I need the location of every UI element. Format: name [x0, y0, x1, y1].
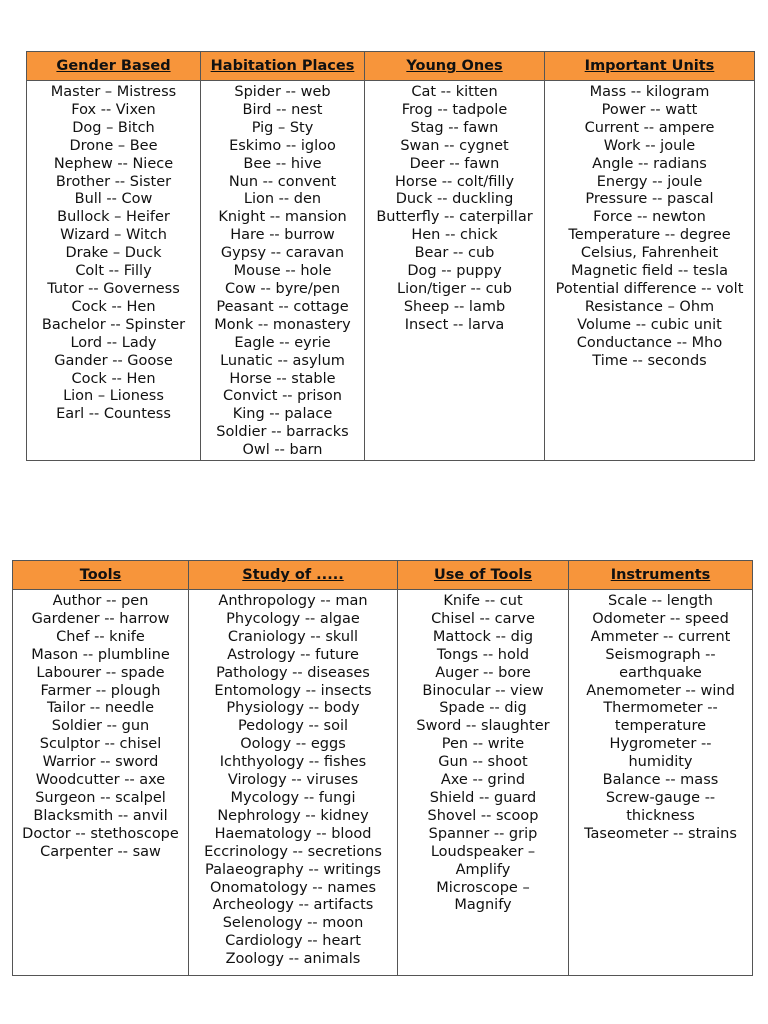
list-item: Physiology -- body — [226, 700, 360, 717]
list-item: Mason -- plumbline — [31, 646, 170, 663]
list-item: Temperature -- degree — [568, 227, 731, 244]
list-item: Shovel -- scoop — [427, 807, 539, 824]
list-item: Binocular -- view — [422, 682, 544, 699]
column-instruments — [569, 590, 753, 976]
vocabulary-table-1 — [26, 51, 755, 461]
list-item: Hare -- burrow — [230, 227, 335, 244]
list-item: Odometer -- speed — [592, 610, 729, 627]
list-item: Tongs -- hold — [436, 646, 530, 663]
list-item: Gardener -- harrow — [31, 610, 170, 627]
list-item: Horse -- stable — [229, 370, 336, 387]
list-item: Gypsy -- caravan — [220, 245, 345, 262]
list-item: Farmer -- plough — [40, 682, 161, 699]
list-item: Eagle -- eyrie — [234, 334, 331, 351]
header-study-of: Study of ..... — [189, 561, 398, 590]
list-item: Pressure -- pascal — [585, 191, 714, 208]
list-item: Hen -- chick — [411, 227, 498, 244]
list-item: Virology -- viruses — [227, 772, 359, 789]
list-item: Frog -- tadpole — [401, 101, 508, 118]
list-item: Selenology -- moon — [222, 915, 364, 932]
list-item: Stag -- fawn — [410, 119, 499, 136]
list-item: Power -- watt — [601, 101, 698, 118]
list-item: Nephew -- Niece — [53, 155, 174, 172]
list-item: Magnify — [454, 897, 512, 914]
list-item: Author -- pen — [52, 593, 149, 609]
list-item: Carpenter -- saw — [40, 843, 161, 860]
list-item: Sculptor -- chisel — [39, 736, 162, 753]
list-item: Work -- joule — [603, 137, 696, 154]
list-item: Anthropology -- man — [218, 593, 368, 609]
list-item: Screw-gauge -- — [605, 789, 716, 806]
list-item: Tailor -- needle — [46, 700, 155, 717]
list-item: Nun -- convent — [228, 173, 337, 190]
list-item: Force -- newton — [593, 209, 706, 226]
list-item: Cat -- kitten — [411, 84, 498, 100]
list-item: Astrology -- future — [227, 646, 359, 663]
list-item: Taseometer -- strains — [584, 825, 737, 842]
list-item: Bachelor -- Spinster — [41, 316, 186, 333]
list-item: Cow -- byre/pen — [224, 280, 341, 297]
list-item: Spider -- web — [234, 84, 331, 100]
list-item: Pig – Sty — [251, 119, 314, 136]
column-gender-based — [27, 81, 201, 461]
list-item: Craniology -- skull — [227, 628, 359, 645]
list-item: Microscope – — [436, 879, 530, 896]
list-item: Soldier -- barracks — [216, 424, 349, 441]
list-item: Duck -- duckling — [395, 191, 514, 208]
list-item: Bullock – Heifer — [57, 209, 170, 226]
list-item: Hygrometer -- — [609, 736, 712, 753]
list-item: Onomatology -- names — [209, 879, 377, 896]
list-item: Brother -- Sister — [55, 173, 172, 190]
list-item: Surgeon -- scalpel — [35, 789, 166, 806]
list-item: Bird -- nest — [242, 101, 323, 118]
list-item: humidity — [628, 754, 693, 771]
column-young-ones — [365, 81, 545, 461]
list-item: Earl -- Countess — [56, 406, 171, 423]
list-item: Tutor -- Governess — [47, 280, 180, 297]
list-item: Blacksmith -- anvil — [33, 807, 168, 824]
list-item: Pathology -- diseases — [216, 664, 370, 681]
list-item: Mattock -- dig — [432, 628, 534, 645]
vocabulary-table-2 — [12, 560, 753, 976]
header-instruments: Instruments — [569, 561, 753, 590]
list-item: Angle -- radians — [592, 155, 707, 172]
list-item: Mycology -- fungi — [230, 789, 356, 806]
header-young-ones: Young Ones — [365, 52, 545, 81]
list-item: Chisel -- carve — [431, 610, 535, 627]
list-item: Palaeography -- writings — [205, 861, 381, 878]
list-item: Phycology -- algae — [226, 610, 360, 627]
list-item: Zoology -- animals — [225, 951, 361, 968]
list-item: Nephrology -- kidney — [217, 807, 369, 824]
list-item: Resistance – Ohm — [584, 298, 715, 315]
header-use-of-tools: Use of Tools — [398, 561, 569, 590]
list-item: Archeology -- artifacts — [212, 897, 374, 914]
list-item: Swan -- cygnet — [400, 137, 509, 154]
list-item: Knight -- mansion — [218, 209, 347, 226]
list-item: Conductance -- Mho — [576, 334, 723, 351]
list-item: earthquake — [619, 664, 702, 681]
list-item: Auger -- bore — [435, 664, 531, 681]
list-item: Labourer -- spade — [36, 664, 165, 681]
column-tools — [13, 590, 189, 976]
list-item: Lunatic -- asylum — [220, 352, 345, 369]
list-item: Mouse -- hole — [233, 263, 332, 280]
list-item: Axe -- grind — [440, 772, 526, 789]
list-item: Cock -- Hen — [71, 370, 156, 387]
list-item: Drake – Duck — [65, 245, 162, 262]
list-item: Pedology -- soil — [237, 718, 349, 735]
list-item: Drone – Bee — [69, 137, 158, 154]
list-item: Fox -- Vixen — [71, 101, 156, 118]
list-item: Magnetic field -- tesla — [570, 263, 729, 280]
list-item: Loudspeaker – — [430, 843, 536, 860]
list-item: Lion – Lioness — [63, 388, 164, 405]
list-item: Bull -- Cow — [74, 191, 153, 208]
list-item: Cardiology -- heart — [225, 933, 361, 950]
list-item: Bear -- cub — [414, 245, 495, 262]
column-habitation-places — [201, 81, 365, 461]
list-item: Oology -- eggs — [240, 736, 346, 753]
list-item: Insect -- larva — [404, 316, 505, 333]
list-item: temperature — [614, 718, 707, 735]
list-item: Pen -- write — [441, 736, 525, 753]
header-tools: Tools — [13, 561, 189, 590]
list-item: Sword -- slaughter — [416, 718, 550, 735]
column-use-of-tools — [398, 590, 569, 976]
list-item: Spanner -- grip — [428, 825, 538, 842]
list-item: Woodcutter -- axe — [35, 772, 166, 789]
header-gender-based: Gender Based — [27, 52, 201, 81]
list-item: Chef -- knife — [56, 628, 145, 645]
list-item: Gander -- Goose — [54, 352, 173, 369]
list-item: Volume -- cubic unit — [577, 316, 722, 333]
list-item: Current -- ampere — [584, 119, 715, 136]
list-item: Knife -- cut — [443, 593, 523, 609]
list-item: Colt -- Filly — [75, 263, 152, 280]
list-item: Convict -- prison — [223, 388, 342, 405]
list-item: Amplify — [455, 861, 511, 878]
list-item: Shield -- guard — [429, 789, 537, 806]
list-item: Horse -- colt/filly — [394, 173, 515, 190]
list-item: Anemometer -- wind — [586, 682, 735, 699]
list-item: Mass -- kilogram — [589, 84, 710, 100]
list-item: Entomology -- insects — [214, 682, 372, 699]
list-item: Thermometer -- — [603, 700, 718, 717]
list-item: Lord -- Lady — [70, 334, 157, 351]
list-item: Master – Mistress — [50, 84, 177, 100]
list-item: Cock -- Hen — [71, 298, 156, 315]
list-item: Ammeter -- current — [590, 628, 731, 645]
header-important-units: Important Units — [545, 52, 755, 81]
list-item: Warrior -- sword — [42, 754, 159, 771]
list-item: Dog -- puppy — [407, 263, 502, 280]
list-item: Scale -- length — [608, 593, 713, 609]
list-item: Gun -- shoot — [438, 754, 528, 771]
list-item: Peasant -- cottage — [216, 298, 349, 315]
list-item: Owl -- barn — [242, 442, 323, 459]
list-item: Balance -- mass — [602, 772, 719, 789]
list-item: Haematology -- blood — [214, 825, 372, 842]
column-study-of — [189, 590, 398, 976]
list-item: Wizard – Witch — [60, 227, 167, 244]
list-item: Sheep -- lamb — [403, 298, 506, 315]
header-habitation-places: Habitation Places — [201, 52, 365, 81]
list-item: Celsius, Fahrenheit — [580, 245, 719, 262]
list-item: Dog – Bitch — [72, 119, 155, 136]
list-item: Soldier -- gun — [51, 718, 150, 735]
list-item: Deer -- fawn — [409, 155, 500, 172]
list-item: Energy -- joule — [596, 173, 703, 190]
list-item: Time -- seconds — [592, 352, 707, 369]
list-item: Monk -- monastery — [214, 316, 351, 333]
column-important-units — [545, 81, 755, 461]
list-item: Eccrinology -- secretions — [204, 843, 382, 860]
list-item: Lion -- den — [243, 191, 322, 208]
list-item: Doctor -- stethoscope — [22, 825, 179, 842]
list-item: Lion/tiger -- cub — [397, 280, 512, 297]
list-item: Seismograph -- — [605, 646, 716, 663]
list-item: Spade -- dig — [439, 700, 527, 717]
list-item: Ichthyology -- fishes — [219, 754, 367, 771]
list-item: King -- palace — [232, 406, 333, 423]
list-item: Eskimo -- igloo — [229, 137, 336, 154]
list-item: thickness — [626, 807, 695, 824]
list-item: Butterfly -- caterpillar — [376, 209, 533, 226]
list-item: Potential difference -- volt — [555, 280, 744, 297]
list-item: Bee -- hive — [243, 155, 322, 172]
